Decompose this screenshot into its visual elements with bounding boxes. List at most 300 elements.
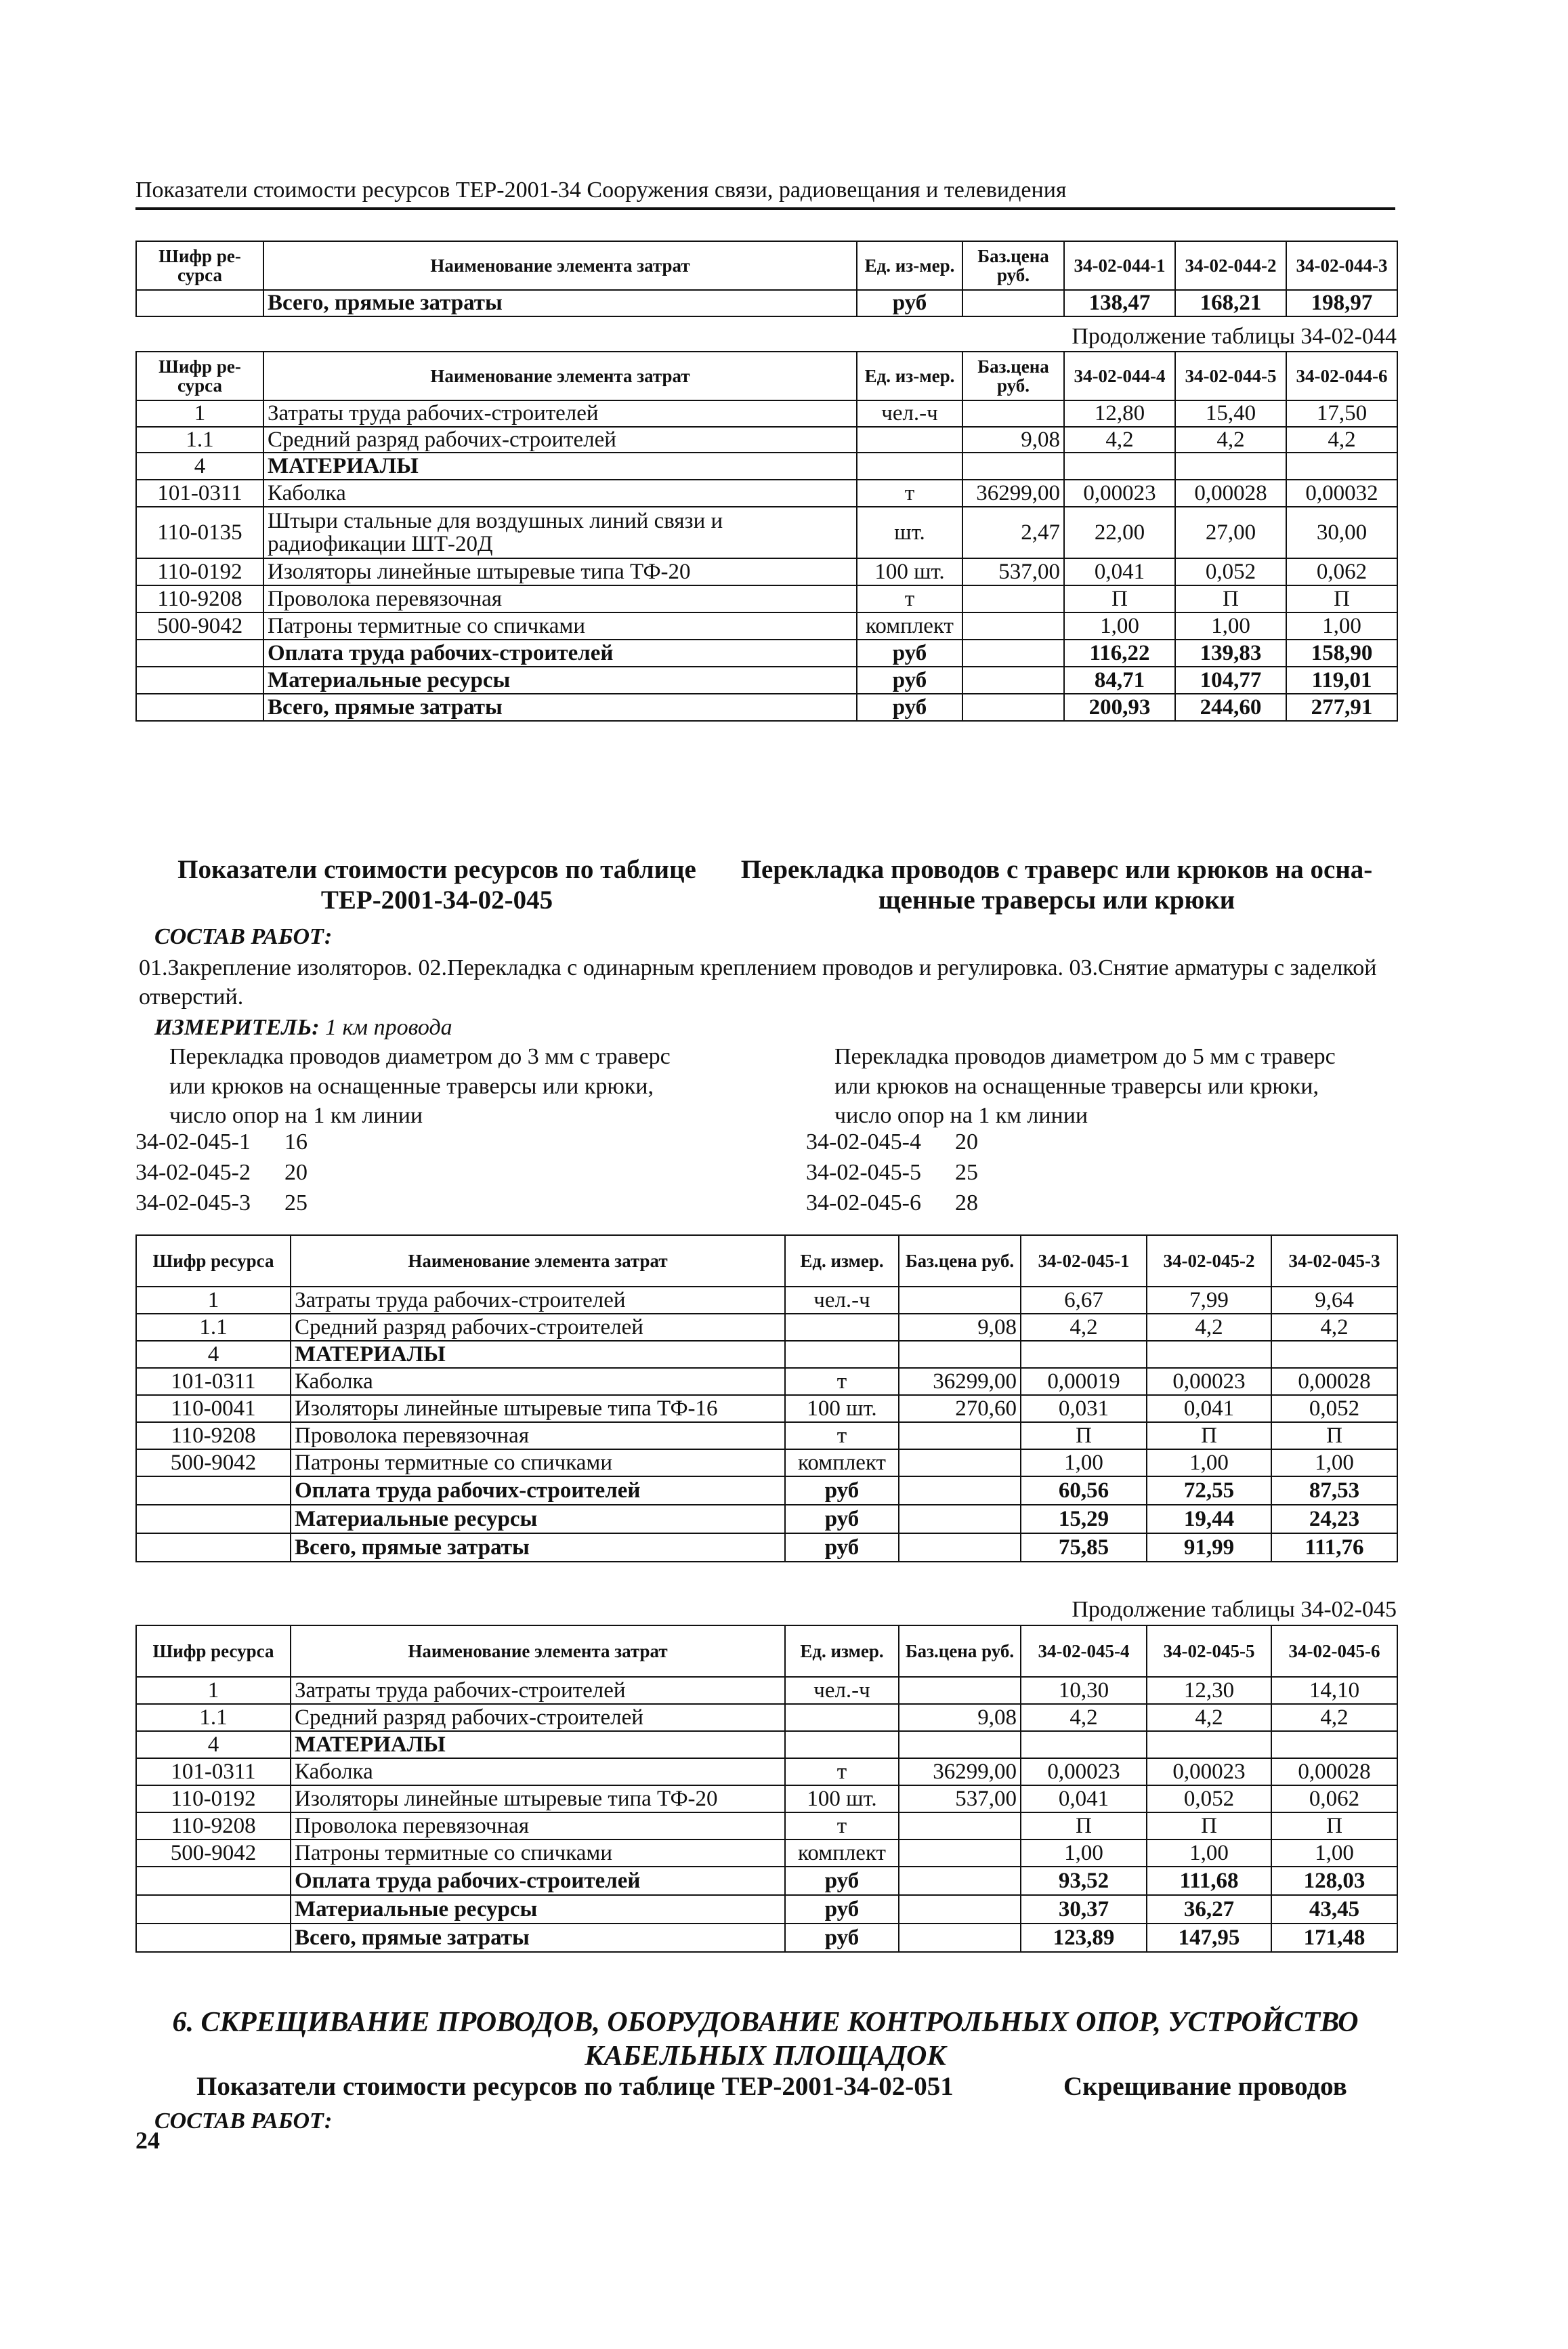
col-header-c2: 34-02-045-5 — [1147, 1625, 1271, 1677]
cell-code: 110-9208 — [136, 1812, 291, 1839]
sostav-label — [154, 923, 332, 952]
cell-name: Изоляторы линейные штыревые типа ТФ-20 — [263, 558, 857, 585]
cell-code: 101-0311 — [136, 480, 263, 507]
cell-unit: руб — [785, 1895, 899, 1924]
cell-unit: комплект — [785, 1449, 899, 1476]
cell-unit: руб — [785, 1476, 899, 1505]
cell-empty — [136, 667, 263, 694]
cell-price — [962, 453, 1064, 480]
right-desc-line: число опор на 1 км линии — [834, 1103, 1088, 1129]
table-row — [136, 1395, 1397, 1422]
cell-price — [962, 612, 1064, 640]
section-title-left — [146, 855, 728, 916]
cell-v1: 12,80 — [1064, 400, 1175, 427]
cell-name: Каболка — [291, 1758, 785, 1785]
cell-v3: 0,062 — [1271, 1785, 1397, 1812]
cell-price: 9,08 — [899, 1314, 1021, 1341]
left-description — [169, 1042, 779, 1131]
page-number: 24 — [135, 2127, 160, 2154]
cell-code: 500-9042 — [136, 1839, 291, 1867]
izmeritel-label: ИЗМЕРИТЕЛЬ: — [154, 1015, 320, 1040]
support-count: 20 — [284, 1159, 308, 1185]
cell-v3: П — [1286, 585, 1397, 612]
cell-empty — [136, 1476, 291, 1505]
cell-unit — [785, 1731, 899, 1758]
summary-row — [136, 667, 1397, 694]
cell-code: 500-9042 — [136, 612, 263, 640]
cell-v1: 10,30 — [1021, 1677, 1147, 1704]
cell-name: Всего, прямые затраты — [291, 1533, 785, 1562]
cell-v3: 0,052 — [1271, 1395, 1397, 1422]
cell-unit: руб — [857, 290, 962, 316]
table-header-row — [136, 241, 1397, 290]
cell-v1: П — [1021, 1422, 1147, 1449]
cell-code: 4 — [136, 1341, 291, 1368]
col-header-c1: 34-02-044-1 — [1064, 241, 1175, 290]
cell-code: 101-0311 — [136, 1758, 291, 1785]
cell-v3: 0,00028 — [1271, 1758, 1397, 1785]
cell-v1: 0,041 — [1064, 558, 1175, 585]
cell-v1: 0,00023 — [1021, 1758, 1147, 1785]
table-row — [136, 1677, 1397, 1704]
cell-v2: 0,052 — [1147, 1785, 1271, 1812]
cell-v2: П — [1147, 1812, 1271, 1839]
cell-v1: 4,2 — [1064, 427, 1175, 453]
table-row — [136, 427, 1397, 453]
cell-empty — [962, 694, 1064, 721]
cell-name: Всего, прямые затраты — [263, 694, 857, 721]
cell-empty — [899, 1895, 1021, 1924]
cell-empty — [136, 290, 263, 316]
summary-row — [136, 640, 1397, 667]
table-row — [136, 585, 1397, 612]
cell-code: 1 — [136, 1677, 291, 1704]
cell-unit: т — [785, 1368, 899, 1395]
section-title-left-line2: ТЕР-2001-34-02-045 — [320, 885, 553, 915]
cell-v1: 4,2 — [1021, 1314, 1147, 1341]
cell-code: 110-0192 — [136, 1785, 291, 1812]
col-header-c2: 34-02-044-5 — [1175, 352, 1286, 400]
cell-v3: П — [1271, 1422, 1397, 1449]
chapter-6-line1: 6. СКРЕЩИВАНИЕ ПРОВОДОВ, ОБОРУДОВАНИЕ КОНТРОЛЬНЫХ ОПОР, УСТРОЙСТВО — [172, 2007, 1359, 2038]
col-header-unit: Ед. измер. — [785, 1235, 899, 1287]
col-header-unit: Ед. измер. — [785, 1625, 899, 1677]
table-header-row — [136, 1625, 1397, 1677]
cell-unit: руб — [785, 1505, 899, 1533]
cell-unit: руб — [857, 640, 962, 667]
cell-name: Всего, прямые затраты — [263, 290, 857, 316]
cell-v3: 4,2 — [1271, 1704, 1397, 1731]
cell-name: Проволока перевязочная — [291, 1812, 785, 1839]
col-header-price: Баз.цена руб. — [962, 241, 1064, 290]
cell-name: Изоляторы линейные штыревые типа ТФ-16 — [291, 1395, 785, 1422]
cell-unit — [857, 427, 962, 453]
summary-row — [136, 1505, 1397, 1533]
support-count: 28 — [955, 1190, 978, 1215]
cell-price — [899, 1839, 1021, 1867]
sostav-label-051 — [154, 2107, 332, 2136]
cell-v3: 24,23 — [1271, 1505, 1397, 1533]
table-row — [136, 1839, 1397, 1867]
cell-name: МАТЕРИАЛЫ — [263, 453, 857, 480]
cell-empty — [136, 1924, 291, 1952]
cell-empty — [136, 1867, 291, 1895]
cell-name: Штыри стальные для воздушных линий связи и радиофикации ШТ-20Д — [263, 507, 857, 558]
code: 34-02-045-6 — [806, 1190, 921, 1215]
code: 34-02-045-4 — [806, 1129, 921, 1155]
code-item — [135, 1188, 308, 1219]
cell-v1: 93,52 — [1021, 1867, 1147, 1895]
cell-v2: 4,2 — [1147, 1704, 1271, 1731]
cell-empty — [899, 1476, 1021, 1505]
cell-v3: 0,062 — [1286, 558, 1397, 585]
code-item — [806, 1188, 978, 1219]
cell-price: 270,60 — [899, 1395, 1021, 1422]
cell-v2: 1,00 — [1147, 1449, 1271, 1476]
cell-v1: 138,47 — [1064, 290, 1175, 316]
code: 34-02-045-3 — [135, 1190, 251, 1215]
continuation-label: Продолжение таблицы 34-02-044 — [1072, 324, 1397, 349]
cell-v2: 1,00 — [1175, 612, 1286, 640]
cell-empty — [136, 1505, 291, 1533]
cell-v2 — [1175, 453, 1286, 480]
cell-v1: П — [1064, 585, 1175, 612]
total-row — [136, 290, 1397, 316]
cell-unit: 100 шт. — [785, 1395, 899, 1422]
table-header-row — [136, 352, 1397, 400]
cell-v3: 9,64 — [1271, 1287, 1397, 1314]
cell-name: Каболка — [291, 1368, 785, 1395]
cell-v3: П — [1271, 1812, 1397, 1839]
resource-table-044-part2 — [135, 351, 1398, 722]
cell-v2: 0,041 — [1147, 1395, 1271, 1422]
cell-name: Всего, прямые затраты — [291, 1924, 785, 1952]
cell-v3: 128,03 — [1271, 1867, 1397, 1895]
cell-code: 1.1 — [136, 1314, 291, 1341]
sostav-text: 01.Закрепление изоляторов. 02.Перекладка с одинарным креплением проводов и регулировка. 03.Снятие арматуры с заделкой отверстий. — [139, 955, 1377, 1010]
cell-v3: 4,2 — [1286, 427, 1397, 453]
cell-v3: 43,45 — [1271, 1895, 1397, 1924]
cell-v3: 277,91 — [1286, 694, 1397, 721]
cell-name: МАТЕРИАЛЫ — [291, 1731, 785, 1758]
cell-v3: 87,53 — [1271, 1476, 1397, 1505]
cell-name: Проволока перевязочная — [291, 1422, 785, 1449]
cell-unit: руб — [785, 1533, 899, 1562]
cell-code: 1.1 — [136, 427, 263, 453]
sostav-label-051-text: СОСТАВ РАБОТ: — [154, 2108, 333, 2134]
cell-v3: 1,00 — [1271, 1839, 1397, 1867]
cell-v2: П — [1175, 585, 1286, 612]
col-header-c1: 34-02-045-4 — [1021, 1625, 1147, 1677]
section-title-right-line2: щенные траверсы или крюки — [878, 885, 1235, 915]
col-header-code: Шифр ресурса — [136, 1235, 291, 1287]
cell-v1: 1,00 — [1021, 1449, 1147, 1476]
cell-unit: т — [785, 1422, 899, 1449]
cell-unit: руб — [785, 1924, 899, 1952]
col-header-c3: 34-02-045-3 — [1271, 1235, 1397, 1287]
right-code-list — [806, 1127, 978, 1219]
cell-unit: т — [785, 1812, 899, 1839]
cell-unit: шт. — [857, 507, 962, 558]
cell-v1 — [1021, 1731, 1147, 1758]
cell-code: 110-0135 — [136, 507, 263, 558]
cell-empty — [899, 1505, 1021, 1533]
code: 34-02-045-2 — [135, 1159, 251, 1185]
cell-v2: 15,40 — [1175, 400, 1286, 427]
cell-v2: 4,2 — [1147, 1314, 1271, 1341]
cell-empty — [962, 667, 1064, 694]
col-header-c3: 34-02-045-6 — [1271, 1625, 1397, 1677]
cell-unit: 100 шт. — [857, 558, 962, 585]
cell-v1: 22,00 — [1064, 507, 1175, 558]
col-header-c3: 34-02-044-3 — [1286, 241, 1397, 290]
cell-v3: 171,48 — [1271, 1924, 1397, 1952]
summary-row — [136, 1867, 1397, 1895]
table-row — [136, 400, 1397, 427]
cell-name: Затраты труда рабочих-строителей — [263, 400, 857, 427]
cell-v2: 147,95 — [1147, 1924, 1271, 1952]
cell-v3: 14,10 — [1271, 1677, 1397, 1704]
support-count: 25 — [955, 1159, 978, 1185]
table-row — [136, 453, 1397, 480]
cell-price — [899, 1422, 1021, 1449]
cell-name: МАТЕРИАЛЫ — [291, 1341, 785, 1368]
cell-v3: 119,01 — [1286, 667, 1397, 694]
cell-v1: 0,00023 — [1064, 480, 1175, 507]
cell-v1: 30,37 — [1021, 1895, 1147, 1924]
cell-v2: 139,83 — [1175, 640, 1286, 667]
cell-v2: 12,30 — [1147, 1677, 1271, 1704]
cell-code: 500-9042 — [136, 1449, 291, 1476]
table-row — [136, 1731, 1397, 1758]
cell-name: Изоляторы линейные штыревые типа ТФ-20 — [291, 1785, 785, 1812]
left-code-list — [135, 1127, 308, 1219]
cell-unit — [857, 453, 962, 480]
cell-v1: 116,22 — [1064, 640, 1175, 667]
table-row — [136, 480, 1397, 507]
cell-name: Средний разряд рабочих-строителей — [291, 1314, 785, 1341]
code: 34-02-045-5 — [806, 1159, 921, 1185]
cell-v2: 19,44 — [1147, 1505, 1271, 1533]
cell-code: 110-0041 — [136, 1395, 291, 1422]
code-item — [135, 1127, 308, 1158]
cell-empty — [962, 640, 1064, 667]
cell-unit: т — [857, 585, 962, 612]
col-header-unit: Ед. из-мер. — [857, 352, 962, 400]
col-header-name: Наименование элемента затрат — [263, 352, 857, 400]
cell-code: 110-9208 — [136, 585, 263, 612]
cell-v2: П — [1147, 1422, 1271, 1449]
col-header-name: Наименование элемента затрат — [263, 241, 857, 290]
cell-v1: 0,00019 — [1021, 1368, 1147, 1395]
table-row — [136, 1314, 1397, 1341]
cell-unit: чел.-ч — [785, 1287, 899, 1314]
cell-unit: руб — [785, 1867, 899, 1895]
cell-v2 — [1147, 1341, 1271, 1368]
cell-name: Средний разряд рабочих-строителей — [263, 427, 857, 453]
cell-code: 101-0311 — [136, 1368, 291, 1395]
table-row — [136, 558, 1397, 585]
cell-code: 110-0192 — [136, 558, 263, 585]
table-row — [136, 1287, 1397, 1314]
cell-unit: 100 шт. — [785, 1785, 899, 1812]
cell-code: 1 — [136, 400, 263, 427]
left-desc-line: Перекладка проводов диаметром до 3 мм с траверс — [169, 1044, 671, 1069]
table-row — [136, 1341, 1397, 1368]
cell-v2: 0,00028 — [1175, 480, 1286, 507]
cell-v2: 244,60 — [1175, 694, 1286, 721]
cell-v1: 1,00 — [1064, 612, 1175, 640]
cell-v1: 0,031 — [1021, 1395, 1147, 1422]
right-desc-line: или крюков на оснащенные траверсы или крюки, — [834, 1073, 1319, 1099]
support-count: 16 — [284, 1129, 308, 1155]
cell-empty — [899, 1924, 1021, 1952]
code: 34-02-045-1 — [135, 1129, 251, 1155]
cell-v3 — [1271, 1731, 1397, 1758]
cell-v3: 30,00 — [1286, 507, 1397, 558]
table-row — [136, 1758, 1397, 1785]
cell-v1 — [1064, 453, 1175, 480]
cell-code: 1.1 — [136, 1704, 291, 1731]
cell-v2: 0,052 — [1175, 558, 1286, 585]
cell-empty — [899, 1533, 1021, 1562]
cell-name: Каболка — [263, 480, 857, 507]
summary-row — [136, 694, 1397, 721]
cell-price: 9,08 — [899, 1704, 1021, 1731]
cell-v3 — [1286, 453, 1397, 480]
code-item — [806, 1158, 978, 1188]
cell-v2: 36,27 — [1147, 1895, 1271, 1924]
cell-name: Средний разряд рабочих-строителей — [291, 1704, 785, 1731]
cell-price — [899, 1812, 1021, 1839]
table-row — [136, 1812, 1397, 1839]
cell-price: 537,00 — [899, 1785, 1021, 1812]
section-051-title-right: Скрещивание проводов — [1063, 2072, 1347, 2101]
col-header-code: Шифр ре-сурса — [136, 241, 263, 290]
cell-v1: 200,93 — [1064, 694, 1175, 721]
page-header: Показатели стоимости ресурсов ТЕР-2001-34 Сооружения связи, радиовещания и телевидения — [135, 178, 1395, 210]
right-desc-line: Перекладка проводов диаметром до 5 мм с траверс — [834, 1044, 1336, 1069]
col-header-c2: 34-02-044-2 — [1175, 241, 1286, 290]
cell-price: 36299,00 — [899, 1758, 1021, 1785]
cell-name: Проволока перевязочная — [263, 585, 857, 612]
cell-unit: т — [785, 1758, 899, 1785]
cell-empty — [136, 640, 263, 667]
section-051-title-left: Показатели стоимости ресурсов по таблице ТЕР-2001-34-02-051 — [196, 2072, 954, 2101]
cell-price: 2,47 — [962, 507, 1064, 558]
cell-v2: 72,55 — [1147, 1476, 1271, 1505]
cell-price — [899, 1677, 1021, 1704]
table-row — [136, 612, 1397, 640]
cell-code: 1 — [136, 1287, 291, 1314]
cell-price — [899, 1341, 1021, 1368]
right-description — [834, 1042, 1397, 1131]
cell-empty — [962, 290, 1064, 316]
cell-v2 — [1147, 1731, 1271, 1758]
cell-v1: 0,041 — [1021, 1785, 1147, 1812]
col-header-c2: 34-02-045-2 — [1147, 1235, 1271, 1287]
cell-price — [899, 1731, 1021, 1758]
cell-unit: руб — [857, 667, 962, 694]
izmeritel-value: 1 км провода — [325, 1015, 452, 1040]
col-header-name: Наименование элемента затрат — [291, 1235, 785, 1287]
cell-v3: 0,00028 — [1271, 1368, 1397, 1395]
cell-unit — [785, 1341, 899, 1368]
cell-unit: комплект — [785, 1839, 899, 1867]
cell-v3: 17,50 — [1286, 400, 1397, 427]
section-title-right — [718, 855, 1395, 916]
summary-row — [136, 1476, 1397, 1505]
col-header-c3: 34-02-044-6 — [1286, 352, 1397, 400]
cell-name: Оплата труда рабочих-строителей — [291, 1476, 785, 1505]
table-row — [136, 1704, 1397, 1731]
summary-row — [136, 1924, 1397, 1952]
cell-empty — [136, 1895, 291, 1924]
cell-name: Материальные ресурсы — [291, 1895, 785, 1924]
cell-price — [899, 1449, 1021, 1476]
continuation-label: Продолжение таблицы 34-02-045 — [1072, 1597, 1397, 1622]
cell-name: Материальные ресурсы — [263, 667, 857, 694]
cell-empty — [136, 694, 263, 721]
col-header-code: Шифр ре-сурса — [136, 352, 263, 400]
cell-v2: 0,00023 — [1147, 1758, 1271, 1785]
cell-v2: 111,68 — [1147, 1867, 1271, 1895]
resource-table-044-part1 — [135, 241, 1398, 317]
cell-v1: 1,00 — [1021, 1839, 1147, 1867]
cell-v2: 91,99 — [1147, 1533, 1271, 1562]
section-title-left-line1: Показатели стоимости ресурсов по таблице — [177, 855, 696, 884]
table-header-row — [136, 1235, 1397, 1287]
cell-v3: 111,76 — [1271, 1533, 1397, 1562]
cell-v3: 198,97 — [1286, 290, 1397, 316]
table-row — [136, 1422, 1397, 1449]
cell-price — [962, 585, 1064, 612]
cell-v1: 6,67 — [1021, 1287, 1147, 1314]
left-desc-line: число опор на 1 км линии — [169, 1103, 423, 1129]
cell-name: Материальные ресурсы — [291, 1505, 785, 1533]
cell-unit: чел.-ч — [785, 1677, 899, 1704]
cell-price — [962, 400, 1064, 427]
cell-v1: 84,71 — [1064, 667, 1175, 694]
cell-v1: 60,56 — [1021, 1476, 1147, 1505]
chapter-6-line2: КАБЕЛЬНЫХ ПЛОЩАДОК — [585, 2041, 946, 2073]
col-header-unit: Ед. из-мер. — [857, 241, 962, 290]
cell-v3: 1,00 — [1271, 1449, 1397, 1476]
left-desc-line: или крюков на оснащенные траверсы или крюки, — [169, 1073, 654, 1099]
cell-v1: П — [1021, 1812, 1147, 1839]
cell-v2: 168,21 — [1175, 290, 1286, 316]
summary-row — [136, 1533, 1397, 1562]
cell-v3: 0,00032 — [1286, 480, 1397, 507]
cell-name: Патроны термитные со спичками — [263, 612, 857, 640]
cell-name: Патроны термитные со спичками — [291, 1839, 785, 1867]
cell-unit: чел.-ч — [857, 400, 962, 427]
cell-v2: 4,2 — [1175, 427, 1286, 453]
col-header-price: Баз.цена руб. — [899, 1625, 1021, 1677]
cell-empty — [899, 1867, 1021, 1895]
col-header-price: Баз.цена руб. — [899, 1235, 1021, 1287]
table-row — [136, 1449, 1397, 1476]
resource-table-045-part2 — [135, 1625, 1398, 1953]
table-row — [136, 1368, 1397, 1395]
cell-v3 — [1271, 1341, 1397, 1368]
cell-empty — [136, 1533, 291, 1562]
cell-name: Затраты труда рабочих-строителей — [291, 1677, 785, 1704]
section-title-right-line1: Перекладка проводов с траверс или крюков на осна- — [740, 855, 1373, 884]
col-header-price: Баз.цена руб. — [962, 352, 1064, 400]
cell-v2: 7,99 — [1147, 1287, 1271, 1314]
cell-v3: 4,2 — [1271, 1314, 1397, 1341]
